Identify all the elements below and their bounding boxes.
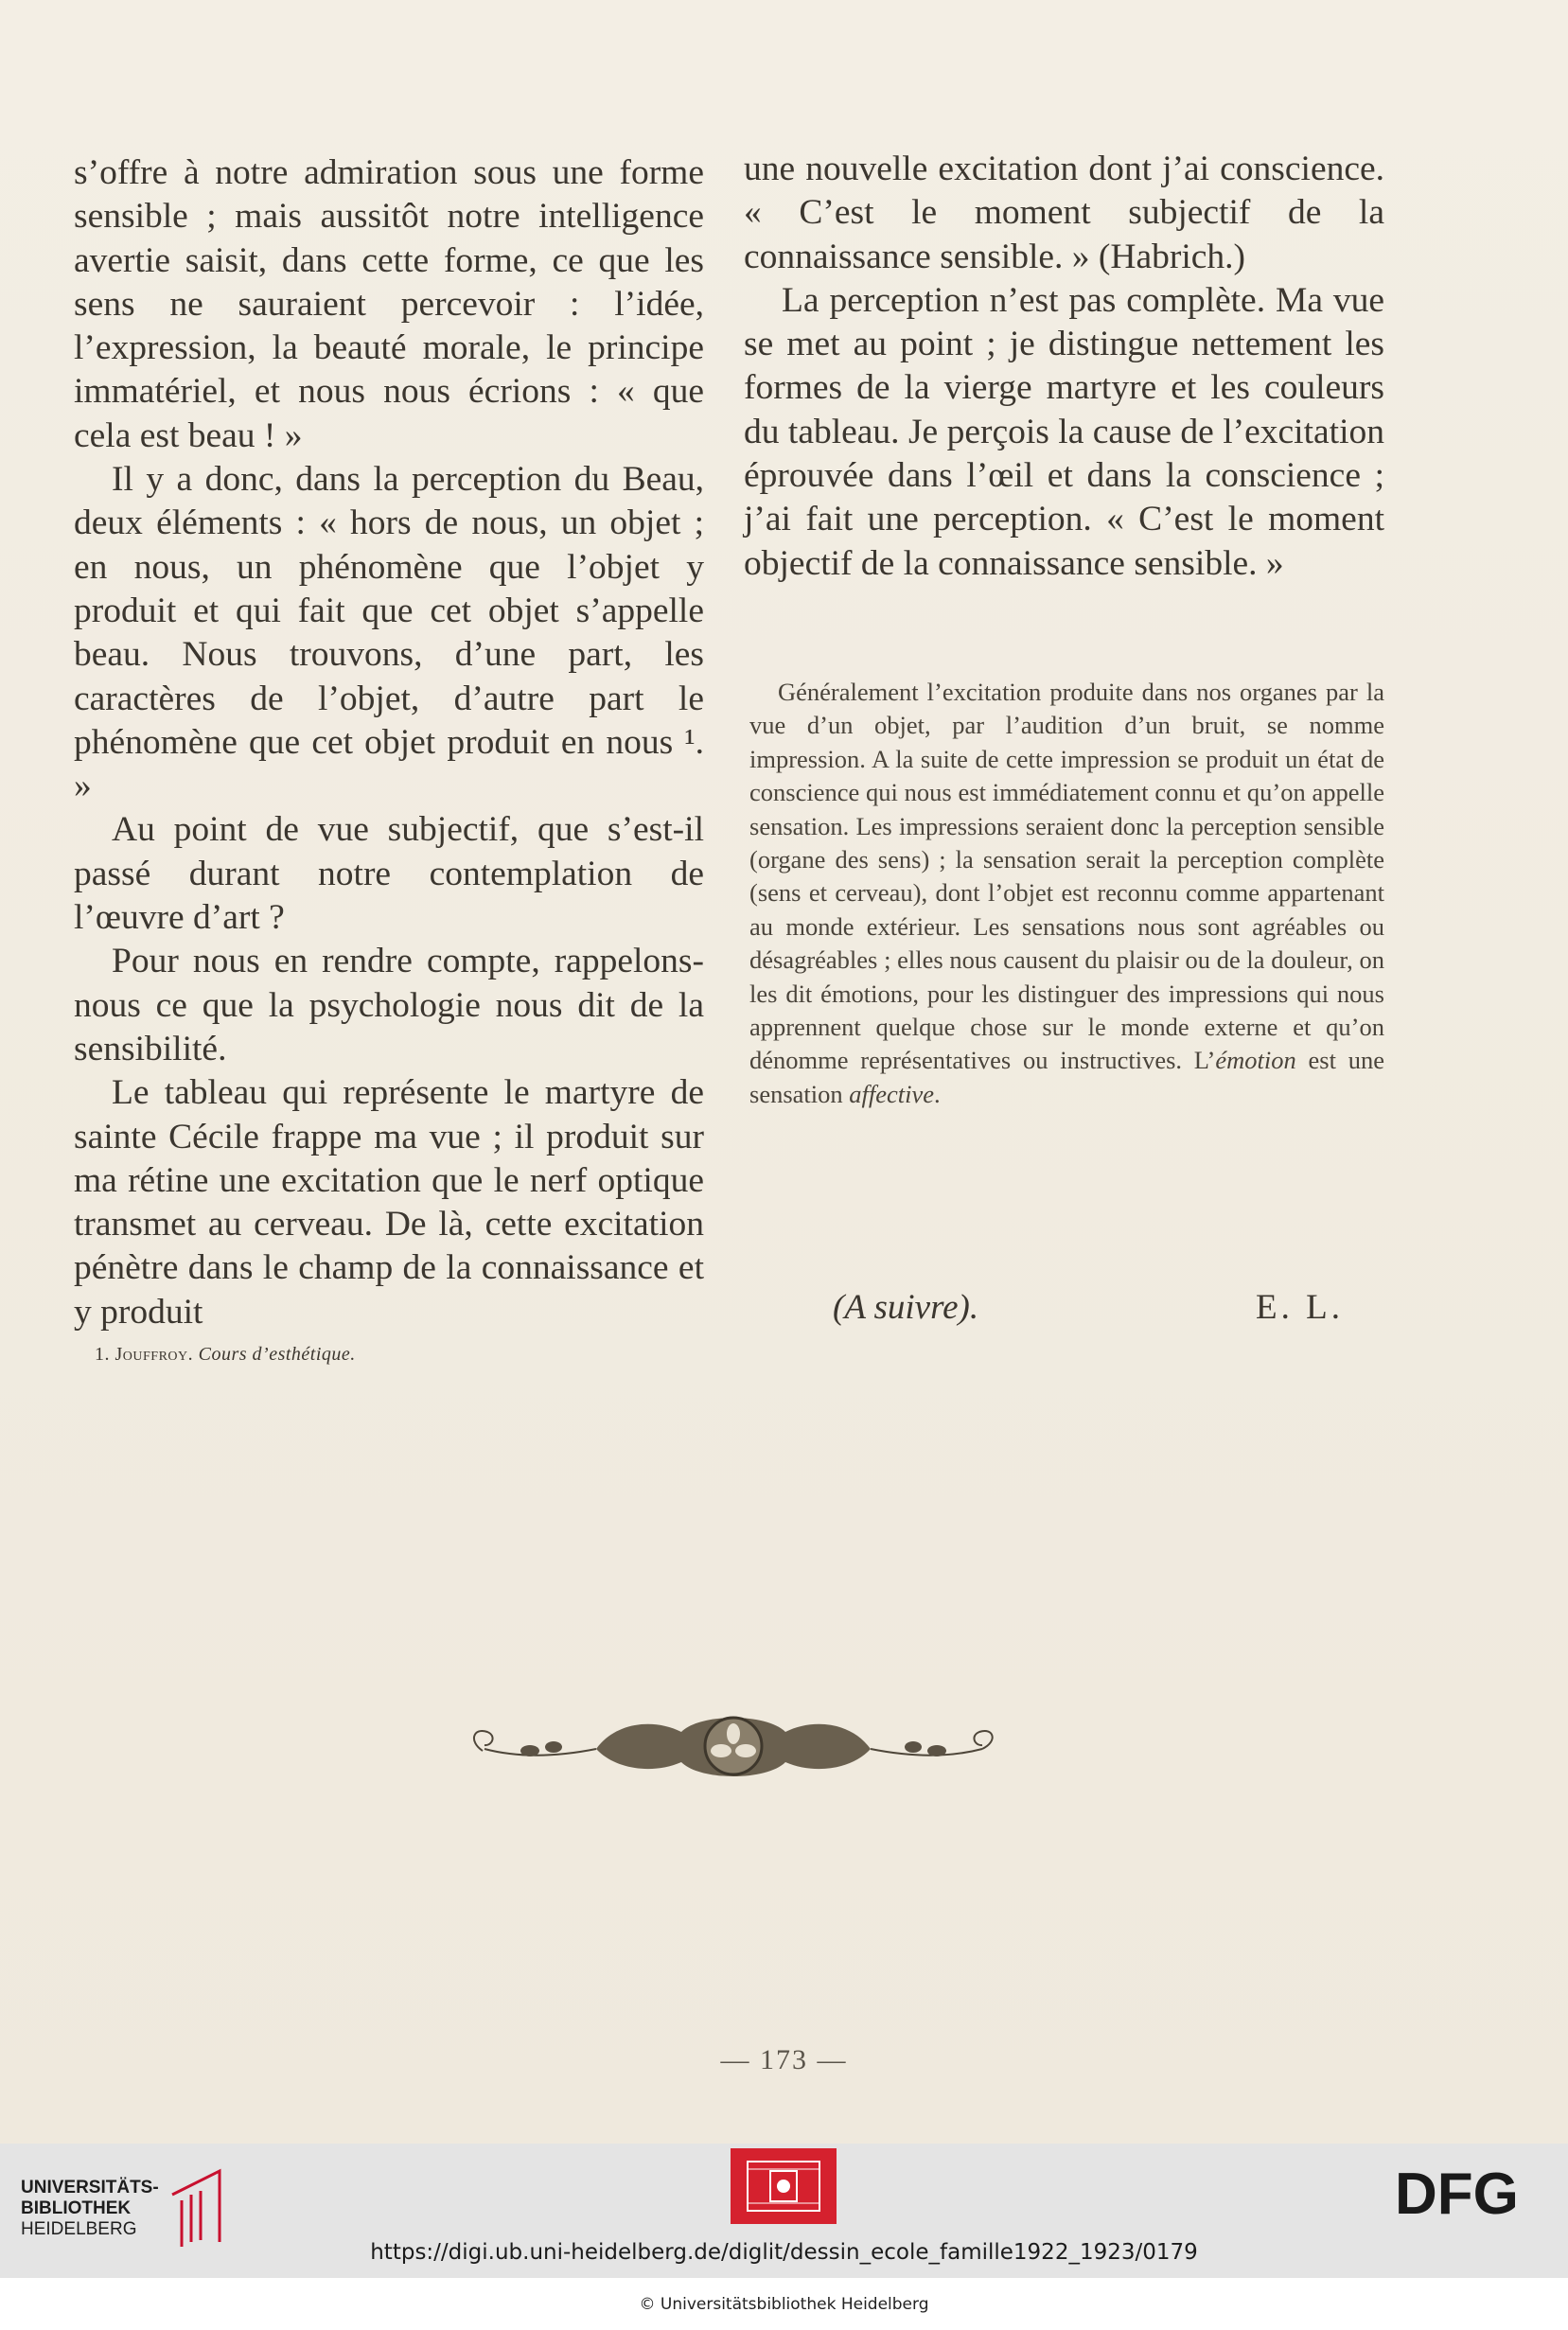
paragraph: s’offre à notre admiration sous une forme sensible ; mais aussitôt notre intelligence avertie saisit, dans cette forme, ce que les sens ne sauraient percevoir : l’idée, l’expression, la beauté morale, le principe immatériel, et nous nous écrions : « que cela est beau ! » (74, 153, 704, 455)
permalink[interactable]: https://digi.ub.uni-heidelberg.de/diglit/dessin_ecole_famille1922_1923/0179 (370, 2240, 1198, 2265)
paragraph: Au point de vue subjectif, que s’est-il passé durant notre contemplation de l’œuvre d’art ? (74, 810, 704, 938)
paragraph: Le tableau qui représente le martyre de sainte Cécile frappe ma vue ; il produit sur ma rétine une excitation que le nerf optique transmet au cerveau. De là, cette excitation pénètre dans le champ de la connaissance et y produit (74, 1073, 704, 1332)
to-be-continued: (A suivre). (833, 1288, 979, 1327)
paragraph: une nouvelle excitation dont j’ai conscience. « C’est le moment subjectif de la connaissance sensible. » (Habrich.) (744, 150, 1384, 276)
note-text: . (934, 1079, 941, 1108)
copyright-notice: © Universitätsbibliothek Heidelberg (639, 2295, 929, 2314)
footnote-author: Jouffroy. (115, 1344, 194, 1365)
library-name-line: BIBLIOTHEK (21, 2198, 132, 2218)
viewer-footer (0, 2144, 1568, 2330)
footnote (95, 1344, 700, 1366)
dfg-logo[interactable] (1395, 2164, 1544, 2219)
note-paragraph (749, 676, 1384, 1111)
note-emphasis: émotion (1215, 1046, 1296, 1075)
library-name-line: UNIVERSITÄTS- (21, 2178, 159, 2198)
note-emphasis: affective (849, 1079, 934, 1108)
paragraph: Pour nous en rendre compte, rappelons-nous ce que la psychologie nous dit de la sensibilité. (74, 942, 704, 1068)
note-text: est une sensation (749, 1046, 1384, 1108)
page-number: — 173 — (720, 2044, 848, 2075)
library-name-line: HEIDELBERG (21, 2219, 137, 2239)
epistemes-logo[interactable] (731, 2148, 837, 2224)
note-text: Généralement l’excitation produite dans nos organes par la vue d’un objet, par l’audition d’un bruit, se nomme impression. A la suite de cette impression se produit un état de conscience qui nous est immédiatement connu et qu’on appelle sensation. Les impressions seraient donc la perception sensible (organe des sens) ; la sensation serait la perception complète (sens et cerveau), dont l’objet est reconnu comme appartenant au monde extérieur. Les sensations nous sont agréables ou désagréables ; elles nous causent du plaisir ou de la douleur, on les dit émotions, pour les distinguer des impressions qui nous apprennent quelque chose sur le monde externe et qu’on dénomme représentatives ou instructives. L’ (749, 678, 1384, 1075)
floral-ornament-icon (464, 1703, 1003, 1789)
epistemes-emblem-icon (731, 2148, 837, 2224)
library-mark-icon (163, 2166, 234, 2251)
footnote-title: Cours d’esthétique. (198, 1344, 356, 1365)
dfg-text: DFG (1395, 2164, 1519, 2219)
library-name (21, 2178, 159, 2240)
right-column (744, 148, 1384, 586)
paragraph: La perception n’est pas complète. Ma vue se met au point ; je distingue nettement les formes de la vierge martyre et les couleurs du tableau. Je perçois la cause de l’excitation éprouvée dans l’œil et dans la conscience ; j’ai fait une perception. « C’est le moment objectif de la connaissance sensible. » (744, 280, 1384, 583)
footnote-number: 1. (95, 1344, 110, 1365)
author-initials: E. L. (1256, 1288, 1344, 1327)
explanatory-note (749, 676, 1384, 1111)
left-column (74, 151, 704, 1334)
paragraph: Il y a donc, dans la perception du Beau, deux éléments : « hors de nous, un objet ; en nous, un phénomène que l’objet y produit et qui fait que cet objet s’appelle beau. Nous trouvons, d’une part, les caractères de l’objet, d’autre part le phénomène que cet objet produit en nous ¹. » (74, 460, 704, 806)
